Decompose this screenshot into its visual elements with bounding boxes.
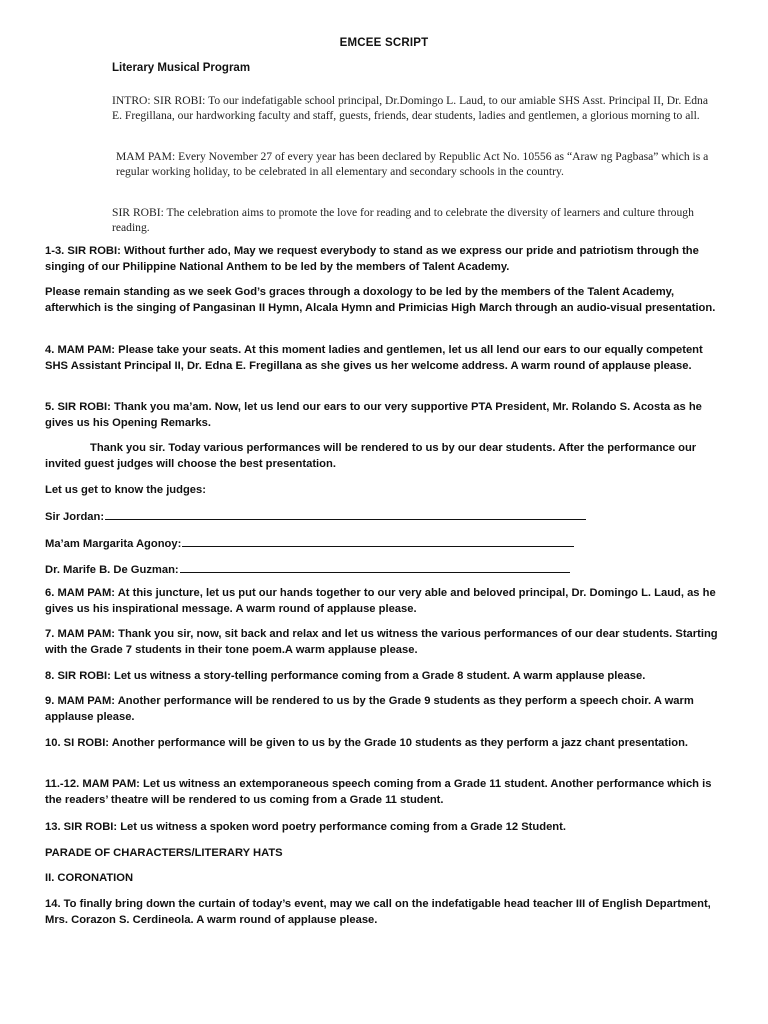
araw-ng-pagbasa-paragraph: MAM PAM: Every November 27 of every year has been declared by Republic Act No. 10556 as “Araw ng Pagbasa” which is a regular working holiday, to be celebrated in all elementary and secondary schools in the country.	[116, 150, 709, 178]
judge-line-3	[45, 561, 570, 578]
document-title: EMCEE SCRIPT	[339, 37, 429, 49]
intro-paragraph: INTRO: SIR ROBI: To our indefatigable school principal, Dr.Domingo L. Laud, to our amiable SHS Asst. Principal II, Dr. Edna E. Fregillana, our hardworking faculty and staff, guests, friends, dear students, ladies and gentlemen, a glorious morning to all.	[112, 94, 708, 122]
script-item-closing: 14. To finally bring down the curtain of today’s event, may we call on the indefatigable head teacher III of English Department, Mrs. Corazon S. Cerdineola. A warm round of applause please.	[45, 898, 711, 927]
script-item-grade7: 7. MAM PAM: Thank you sir, now, sit back and relax and let us witness the various performances of our dear students. Starting with the Grade 7 students in their tone poem.A warm applause please.	[45, 628, 718, 657]
fill-in-blank	[105, 508, 586, 520]
script-item-performances-intro: Thank you sir. Today various performances will be rendered to us by our dear students. After the performance our invited guest judges will choose the best presentation.	[45, 442, 697, 471]
judge-line-1	[45, 508, 586, 525]
judges-intro: Let us get to know the judges:	[45, 484, 206, 496]
script-item-opening-remarks: 5. SIR ROBI: Thank you ma’am. Now, let us lend our ears to our very supportive PTA President, Mr. Rolando S. Acosta as he gives us his Opening Remarks.	[45, 401, 702, 430]
program-title: Literary Musical Program	[112, 62, 251, 74]
judge-label: Sir Jordan:	[45, 511, 105, 523]
celebration-paragraph: SIR ROBI: The celebration aims to promote the love for reading and to celebrate the diversity of learners and culture through reading.	[112, 206, 694, 234]
fill-in-blank	[180, 561, 570, 573]
judge-label: Dr. Marife B. De Guzman:	[45, 564, 179, 576]
section-heading-coronation: II. CORONATION	[45, 872, 134, 884]
section-heading-parade: PARADE OF CHARACTERS/LITERARY HATS	[45, 847, 283, 859]
script-item-doxology: Please remain standing as we seek God’s graces through a doxology to be led by the members of the Talent Academy, afterwhich is the singing of Pangasinan II Hymn, Alcala Hymn and Primicias High March through an audio-visual presentation.	[45, 286, 716, 315]
script-item-grade12: 13. SIR ROBI: Let us witness a spoken word poetry performance coming from a Grade 12 Student.	[45, 821, 566, 833]
script-item-grade8: 8. SIR ROBI: Let us witness a story-telling performance coming from a Grade 8 student. A warm applause please.	[45, 670, 646, 682]
script-item-inspirational-message: 6. MAM PAM: At this juncture, let us put our hands together to our very able and beloved principal, Dr. Domingo L. Laud, as he gives us his inspirational message. A warm round of applause please.	[45, 587, 716, 616]
script-item-anthem: 1-3. SIR ROBI: Without further ado, May we request everybody to stand as we express our pride and patriotism through the singing of our Philippine National Anthem to be led by the members of Talent Academy.	[45, 245, 699, 274]
script-item-grade9: 9. MAM PAM: Another performance will be rendered to us by the Grade 9 students as they perform a speech choir. A warm applause please.	[45, 695, 694, 724]
script-item-grade10: 10. SI ROBI: Another performance will be given to us by the Grade 10 students as they perform a jazz chant presentation.	[45, 737, 689, 749]
judge-line-2	[45, 535, 574, 552]
script-item-welcome-address: 4. MAM PAM: Please take your seats. At this moment ladies and gentlemen, let us all lend our ears to our equally competent SHS Assistant Principal II, Dr. Edna E. Fregillana as she gives us her welcome address. A warm round of applause please.	[45, 344, 703, 373]
judge-label: Ma’am Margarita Agonoy:	[45, 538, 182, 550]
fill-in-blank	[182, 535, 574, 547]
script-item-grade11: 11.-12. MAM PAM: Let us witness an extemporaneous speech coming from a Grade 11 student. Another performance which is the readers’ theatre will be rendered to us coming from a Grade 11 student.	[45, 778, 712, 807]
